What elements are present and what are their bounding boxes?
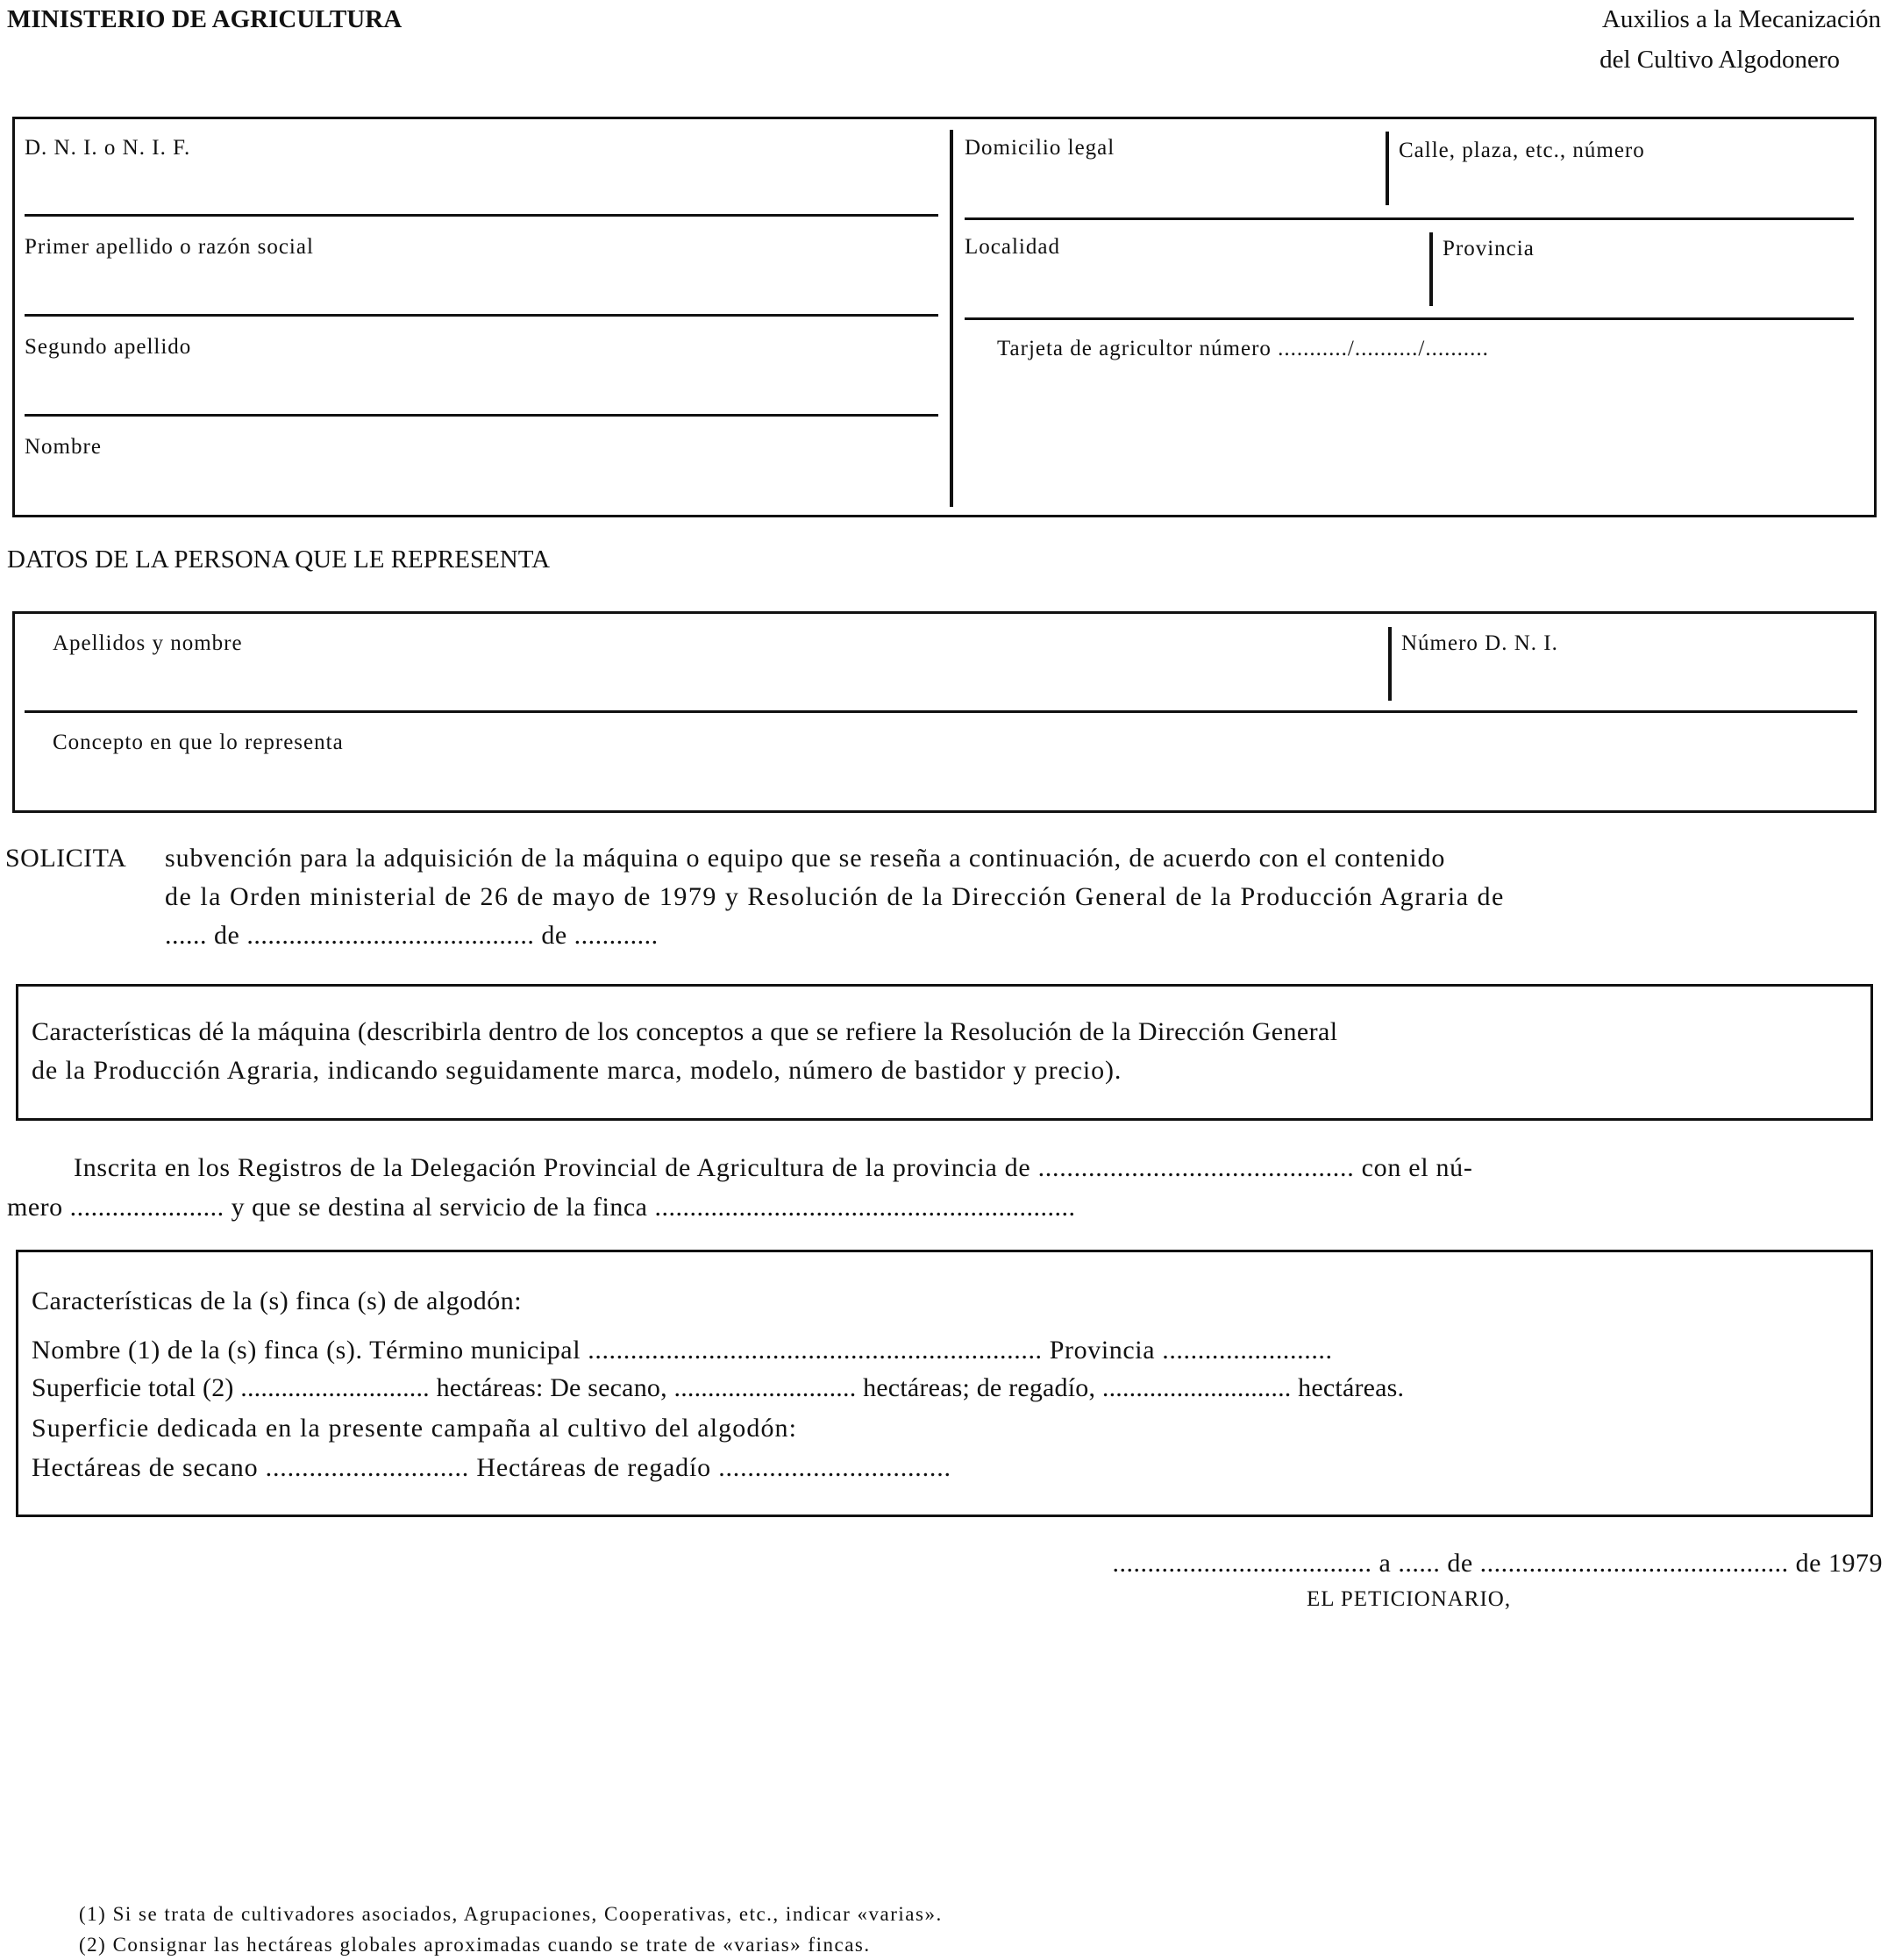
registry-line-2: mero ...................... y que se destina al servicio de la finca ............................................................	[7, 1193, 1076, 1222]
first-surname-label: Primer apellido o razón social	[25, 235, 314, 259]
farmer-card-label: Tarjeta de agricultor número .........../........../..........	[997, 337, 1489, 360]
farm-campaign-line: Superficie dedicada en la presente campaña al cultivo del algodón:	[32, 1414, 798, 1443]
applicant-divider	[950, 130, 953, 507]
representative-heading: DATOS DE LA PERSONA QUE LE REPRESENTA	[7, 545, 551, 574]
machine-description-line-2: de la Producción Agraria, indicando seguidamente marca, modelo, número de bastidor y precio).	[32, 1056, 1122, 1085]
farm-surface-line: Superficie total (2) ............................ hectáreas: De secano, ........................... hectáreas; de regadío, ............................ hectáreas.	[32, 1373, 1405, 1402]
farm-name-line: Nombre (1) de la (s) finca (s). Término municipal ................................................................ Provincia ........................	[32, 1336, 1333, 1365]
locality-label: Localidad	[965, 235, 1060, 259]
signature-date-line: ..................................... a ...... de ............................................ de 1979	[1112, 1549, 1883, 1578]
footnote-1: (1) Si se trata de cultivadores asociados, Agrupaciones, Cooperativas, etc., indicar «varias».	[79, 1903, 943, 1925]
dni-field-line	[25, 214, 938, 217]
request-line-3: ...... de ......................................... de ............	[165, 921, 659, 950]
locality-field-line	[965, 317, 1854, 320]
first-surname-field-line	[25, 314, 938, 317]
signer-label: EL PETICIONARIO,	[1307, 1587, 1512, 1611]
form-title-line1: Auxilios a la Mecanización	[1601, 5, 1881, 33]
representative-names-label: Apellidos y nombre	[53, 631, 243, 655]
street-label: Calle, plaza, etc., número	[1399, 139, 1645, 162]
farm-hectares-line: Hectáreas de secano ............................ Hectáreas de regadío ................................	[32, 1453, 951, 1482]
form-title-line2: del Cultivo Algodonero	[1599, 46, 1840, 74]
second-surname-field-line	[25, 414, 938, 417]
request-line-2: de la Orden ministerial de 26 de mayo de 1979 y Resolución de la Dirección General de la Producción Agraria de	[165, 882, 1505, 911]
machine-box	[16, 984, 1873, 1121]
province-divider	[1429, 232, 1433, 306]
farm-heading: Características de la (s) finca (s) de algodón:	[32, 1286, 523, 1315]
second-surname-label: Segundo apellido	[25, 335, 192, 359]
representative-field-line	[25, 710, 1857, 713]
representation-concept-label: Concepto en que lo representa	[53, 731, 344, 754]
request-keyword: SOLICITA	[5, 844, 127, 873]
footnote-2: (2) Consignar las hectáreas globales aproximadas cuando se trate de «varias» fincas.	[79, 1934, 871, 1956]
registry-line-1: Inscrita en los Registros de la Delegación Provincial de Agricultura de la provincia de ............................................ con el nú-	[74, 1153, 1473, 1182]
domicile-field-line	[965, 217, 1854, 220]
ministry-name: MINISTERIO DE AGRICULTURA	[7, 5, 403, 33]
machine-description-line-1: Características dé la máquina (describirla dentro de los conceptos a que se refiere la Resolución de la Dirección General	[32, 1017, 1338, 1046]
province-label: Provincia	[1443, 237, 1535, 260]
first-name-label: Nombre	[25, 435, 102, 459]
representative-dni-label: Número D. N. I.	[1401, 631, 1558, 655]
domicile-label: Domicilio legal	[965, 136, 1115, 160]
dni-label: D. N. I. o N. I. F.	[25, 136, 191, 160]
request-line-1: subvención para la adquisición de la máquina o equipo que se reseña a continuación, de acuerdo con el contenido	[165, 844, 1446, 873]
representative-dni-divider	[1388, 627, 1392, 701]
street-divider	[1386, 132, 1389, 205]
